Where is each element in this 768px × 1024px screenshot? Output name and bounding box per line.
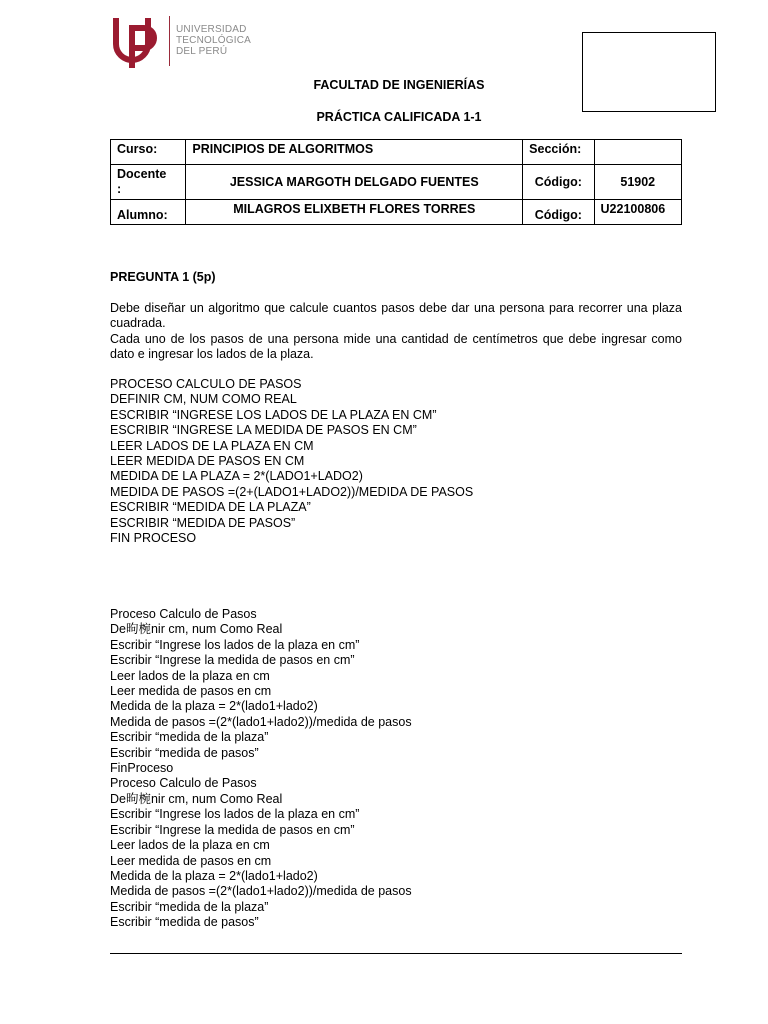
docente-label-text: Docente (117, 167, 167, 181)
code-line: ESCRIBIR “INGRESE LOS LADOS DE LA PLAZA EN CM” (110, 407, 437, 422)
code-line: Leer lados de la plaza en cm (110, 838, 270, 853)
code-line: Escribir “medida de la plaza” (110, 899, 269, 914)
logo-line-2: TECNOLÓGICA (176, 35, 251, 46)
code-line: Medida de pasos =(2*(lado1+lado2))/medida de pasos (110, 884, 412, 899)
docente-codigo-label: Código: (523, 165, 594, 200)
code-line: PROCESO CALCULO DE PASOS (110, 377, 302, 391)
seccion-value (594, 140, 681, 165)
alumno-codigo-value: U22100806 (594, 200, 681, 225)
code-line: Leer lados de la plaza en cm (110, 668, 270, 683)
code-line: DEFINIR CM, NUM COMO REAL (110, 392, 297, 407)
curso-label: Curso: (111, 140, 186, 165)
question-text (110, 301, 682, 363)
code-line: Medida de la plaza = 2*(lado1+lado2) (110, 868, 318, 883)
code-line: Medida de pasos =(2*(lado1+lado2))/medida de pasos (110, 714, 412, 729)
exam-heading: PRÁCTICA CALIFICADA 1-1 (316, 110, 482, 124)
table-row (111, 200, 682, 225)
alumno-codigo-label: Código: (523, 200, 594, 225)
code-line: Escribir “medida de pasos” (110, 915, 259, 930)
alumno-value: MILAGROS ELIXBETH FLORES TORRES (186, 200, 523, 225)
code-line: Leer medida de pasos en cm (110, 684, 272, 699)
alumno-label: Alumno: (111, 200, 186, 225)
code-line: Medida de la plaza = 2*(lado1+lado2) (110, 699, 318, 714)
logo-line-3: DEL PERÚ (176, 46, 228, 57)
code-line: ESCRIBIR “INGRESE LA MEDIDA DE PASOS EN CM” (110, 423, 417, 438)
code-line: LEER LADOS DE LA PLAZA EN CM (110, 438, 314, 453)
question-title: PREGUNTA 1 (5p) (110, 270, 216, 284)
code-line: De昫椀nir cm, num Como Real (110, 622, 283, 637)
code-line: Escribir “medida de la plaza” (110, 730, 269, 745)
seccion-label: Sección: (523, 140, 594, 165)
code-line: Leer medida de pasos en cm (110, 853, 272, 868)
code-line: MEDIDA DE PASOS =(2+(LADO1+LADO2))/MEDIDA DE PASOS (110, 484, 474, 499)
code-line: FIN PROCESO (110, 531, 197, 546)
curso-value: PRINCIPIOS DE ALGORITMOS (186, 140, 523, 165)
grade-box (582, 32, 716, 112)
table-row (111, 140, 682, 165)
code-line: De昫椀nir cm, num Como Real (110, 791, 283, 806)
logo-separator (169, 16, 170, 66)
code-line: Escribir “Ingrese los lados de la plaza en cm” (110, 807, 360, 822)
code-line: Escribir “medida de pasos” (110, 745, 259, 760)
question-paragraph-2: Cada uno de los pasos de una persona mide una cantidad de centímetros que debe ingresar como dato e ingresar los lados de la plaza. (110, 331, 682, 362)
table-row (111, 165, 682, 200)
code-line: MEDIDA DE LA PLAZA = 2*(LADO1+LADO2) (110, 469, 363, 484)
docente-label-colon: : (117, 182, 122, 196)
code-line: ESCRIBIR “MEDIDA DE PASOS” (110, 515, 296, 530)
logo-line-1: UNIVERSIDAD (176, 24, 247, 35)
bottom-rule (110, 953, 682, 954)
docente-codigo-value: 51902 (594, 165, 681, 200)
code-line: Proceso Calculo de Pasos (110, 607, 257, 621)
docente-value: JESSICA MARGOTH DELGADO FUENTES (186, 165, 523, 200)
faculty-heading: FACULTAD DE INGENIERÍAS (313, 78, 485, 92)
code-line: ESCRIBIR “MEDIDA DE LA PLAZA” (110, 500, 311, 515)
docente-label (111, 165, 186, 200)
code-line: Proceso Calculo de Pasos (110, 776, 257, 791)
pseudocode-lower (110, 607, 682, 931)
code-line: Escribir “Ingrese la medida de pasos en cm” (110, 822, 355, 837)
code-line: LEER MEDIDA DE PASOS EN CM (110, 454, 305, 469)
logo-text (176, 24, 251, 57)
code-line: Escribir “Ingrese los lados de la plaza en cm” (110, 637, 360, 652)
pseudocode-upper (110, 377, 682, 546)
code-line: FinProceso (110, 761, 174, 776)
code-line: Escribir “Ingrese la medida de pasos en cm” (110, 653, 355, 668)
info-table (110, 139, 682, 225)
question-paragraph-1: Debe diseñar un algoritmo que calcule cuantos pasos debe dar una persona para recorrer una plaza cuadrada. (110, 301, 682, 331)
